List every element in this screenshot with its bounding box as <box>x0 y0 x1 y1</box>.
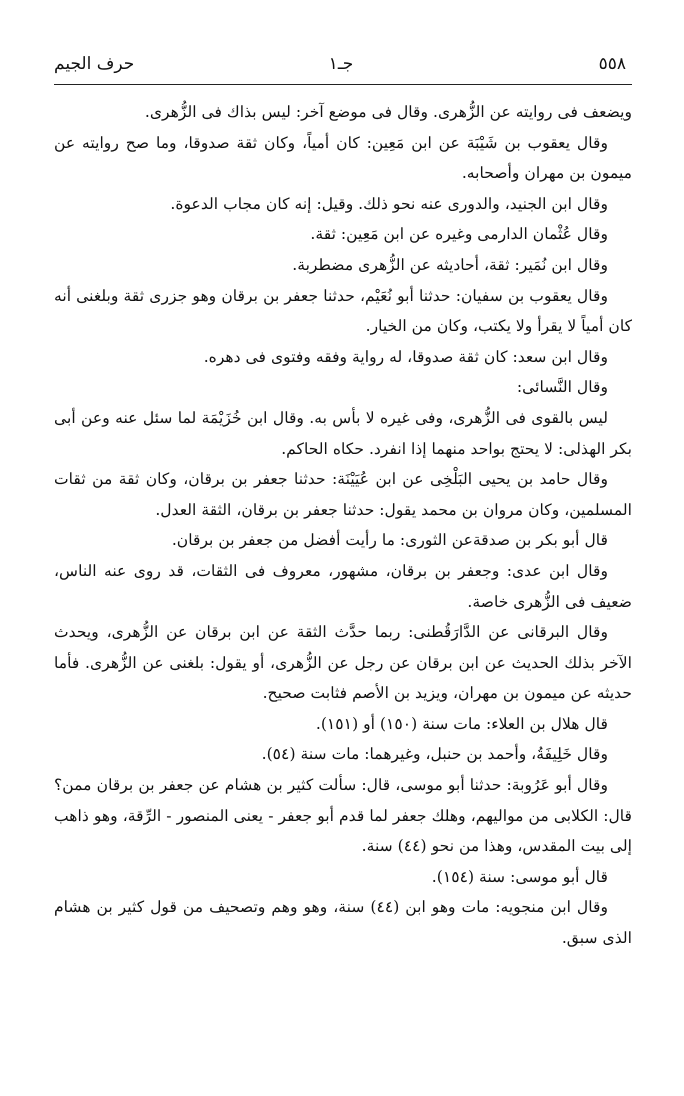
volume-label: جـ١ <box>328 54 354 74</box>
paragraph: ليس بالقوى فى الزُّهرى، وفى غيره لا بأس به. وقال ابن خُزَيْمَة لما سئل عنه وعن أبى بكر الهذلى: لا يحتج بواحد منهما إذا انفرد. حكاه الحاكم. <box>54 408 632 458</box>
section-title: حرف الجيم <box>54 54 135 74</box>
paragraph: وقال خَلِيفَةُ، وأحمد بن حنبل، وغيرهما: مات سنة (٥٤). <box>261 745 608 764</box>
paragraph: وقال ابن نُمَير: ثقة، أحاديثه عن الزُّهرى مضطربة. <box>292 255 608 274</box>
paragraph: وقال ابن سعد: كان ثقة صدوقا، له رواية وفقه وفتوى فى دهره. <box>203 347 608 366</box>
paragraph: وقال أبو عَرُوبة: حدثنا أبو موسى، قال: سألت كثير بن هشام عن جعفر بن برقان ممن؟ قال: الكلابى من مواليهم، وهلك جعفر لما قدم أبو جعفر - يعنى المنصور - الرِّقة، وهو ذاهب إلى بيت المقدس، وهذا من نحو (٤٤) سنة. <box>54 776 632 856</box>
paragraph: وقال البرقانى عن الدَّارَقُطنى: ربما حدَّث الثقة عن ابن برقان عن الزُّهرى، ويحدث الآخر بذلك الحديث عن ابن برقان عن رجل عن الزُّهرى، أو يقول: بلغنى عن الزُّهرى. فأما حديثه عن ميمون بن مهران، ويزيد بن الأصم فثابت صحيح. <box>54 623 632 703</box>
paragraph: قال أبو بكر بن صدقةعن الثورى: ما رأيت أفضل من جعفر بن برقان. <box>171 531 608 550</box>
paragraph: وقال يعقوب بن سفيان: حدثنا أبو نُعَيْم، حدثنا جعفر بن برقان وهو جزرى ثقة وبلغنى أنه كان أمياً لا يقرأ ولا يكتب، وكان من الخيار. <box>54 286 632 336</box>
paragraph: وقال النَّسائى: <box>516 378 608 397</box>
paragraph: ويضعف فى روايته عن الزُّهرى. وقال فى موضع آخر: ليس بذاك فى الزُّهرى. <box>144 103 632 121</box>
paragraph: وقال ابن الجنيد، والدورى عنه نحو ذلك. وقيل: إنه كان مجاب الدعوة. <box>170 194 608 213</box>
paragraph: وقال ابن عدى: وجعفر بن برقان، مشهور، معروف فى الثقات، قد روى عنه الناس، ضعيف فى الزُّهرى خاصة. <box>54 561 632 611</box>
paragraph: وقال ابن منجويه: مات وهو ابن (٤٤) سنة، وهو وهم وتصحيف من قول كثير بن هشام الذى سبق. <box>54 898 632 948</box>
running-header <box>48 52 634 82</box>
page-body <box>54 97 632 954</box>
paragraph: قال أبو موسى: سنة (١٥٤). <box>431 867 608 886</box>
header-rule <box>54 84 632 85</box>
paragraph: وقال عُثْمان الدارمى وغيره عن ابن مَعِين: ثقة. <box>310 225 608 244</box>
paragraph: وقال يعقوب بن شَيْبَة عن ابن مَعِين: كان أمياً، وكان ثقة صدوقا، وما صح روايته عن ميمون بن مهران وأصحابه. <box>54 133 632 183</box>
paragraph: قال هلال بن العلاء: مات سنة (١٥٠) أو (١٥١). <box>315 714 608 733</box>
paragraph: وقال حامد بن يحيى البَلْخِى عن ابن عُيَيْنَة: حدثنا جعفر بن برقان، وكان ثقة من ثقات المسلمين، وكان مروان بن محمد يقول: حدثنا جعفر بن برقان، الثقة العدل. <box>54 470 632 519</box>
page-number: ٥٥٨ <box>598 54 626 74</box>
